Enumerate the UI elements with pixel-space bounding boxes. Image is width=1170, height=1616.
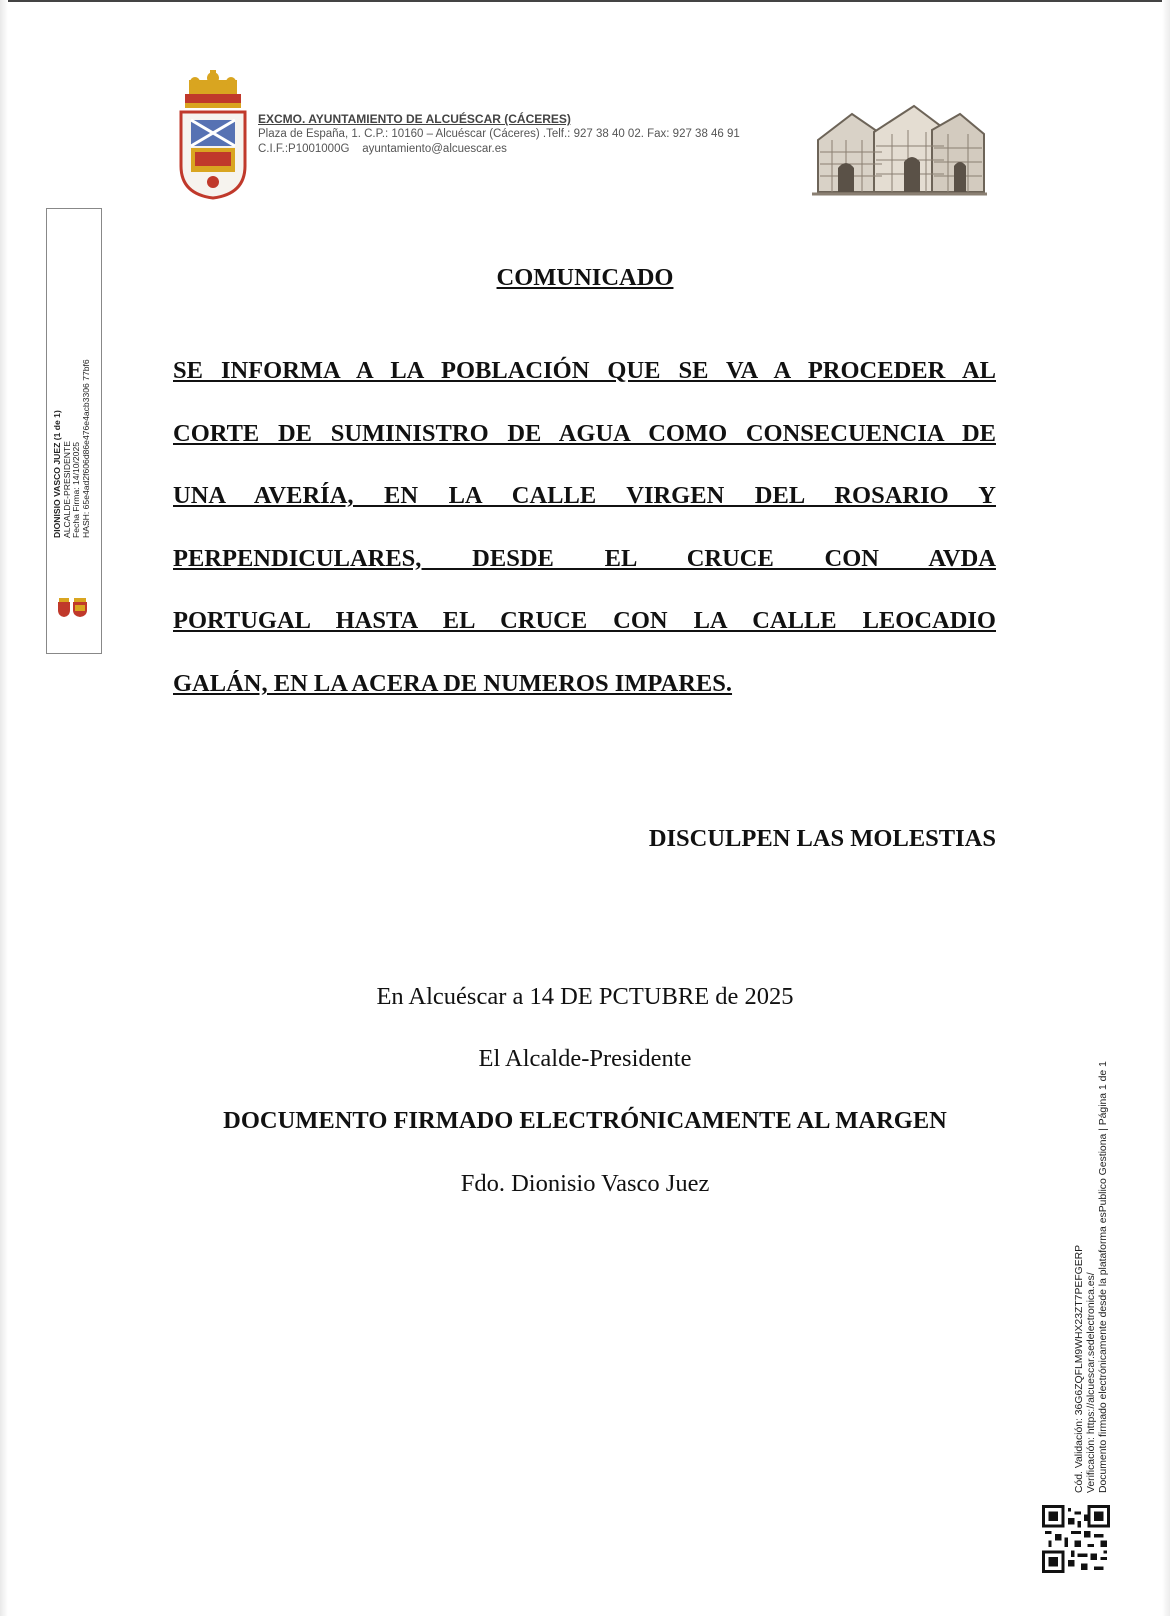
notice-paragraph	[173, 356, 996, 732]
notice-line: GALÁN, EN LA ACERA DE NUMEROS IMPARES.	[173, 669, 733, 697]
validation-text	[1074, 1061, 1110, 1493]
apology-text: DISCULPEN LAS MOLESTIAS	[648, 825, 996, 852]
signer-role: ALCALDE-PRESIDENTE	[61, 441, 72, 538]
page-top-edge	[0, 0, 1170, 2]
validation-url: Verificación: https://alcuescar.sedelectronica.es/	[1086, 1272, 1097, 1493]
validation-code: Cód. Validación: 36G6ZQFLM9WHX23ZT7PEFGERP	[1074, 1244, 1085, 1493]
letterhead	[258, 112, 740, 157]
notice-line: PERPENDICULARES, DESDE EL CRUCE CON AVDA	[173, 544, 996, 572]
validation-platform: Documento firmado electrónicamente desde la plataforma esPublico Gestiona | Página 1 de 1	[1098, 1061, 1109, 1493]
mini-crest-icon	[55, 596, 91, 618]
institution-name: EXCMO. AYUNTAMIENTO DE ALCUÉSCAR (CÁCERES)	[258, 112, 571, 126]
signature-hash: HASH: 65e4ad2f606d86e476e4acb3306 77bf6	[80, 359, 91, 538]
qr-code-icon	[1042, 1505, 1110, 1573]
church-illustration	[812, 100, 987, 198]
page-right-shadow	[1162, 0, 1170, 1616]
signer-name: DIONISIO VASCO JUEZ (1 de 1)	[52, 410, 62, 538]
signature-date: Fecha Firma: 14/10/2025	[71, 441, 81, 538]
place-date: En Alcuéscar a 14 DE PCTUBRE de 2025	[376, 983, 794, 1010]
notice-line: UNA AVERÍA, EN LA CALLE VIRGEN DEL ROSARIO Y	[173, 482, 996, 510]
signature-stamp-text	[53, 359, 91, 538]
signed-note: DOCUMENTO FIRMADO ELECTRÓNICAMENTE AL MARGEN	[223, 1107, 947, 1134]
page-left-shadow	[0, 0, 8, 1616]
notice-line: CORTE DE SUMINISTRO DE AGUA COMO CONSECUENCIA DE	[173, 419, 996, 447]
notice-line: PORTUGAL HASTA EL CRUCE CON LA CALLE LEOCADIO	[173, 607, 996, 635]
institution-cif: C.I.F.:P1001000G	[258, 143, 350, 155]
signer-title: El Alcalde-Presidente	[478, 1045, 692, 1072]
signer-full-name: Fdo. Dionisio Vasco Juez	[460, 1170, 710, 1197]
coat-of-arms-icon	[175, 70, 251, 200]
notice-line: SE INFORMA A LA POBLACIÓN QUE SE VA A PROCEDER AL	[173, 357, 996, 384]
document-title: COMUNICADO	[496, 264, 674, 291]
institution-ids	[258, 142, 740, 157]
institution-email: ayuntamiento@alcuescar.es	[362, 143, 507, 155]
institution-address: Plaza de España, 1. C.P.: 10160 – Alcuéscar (Cáceres) .Telf.: 927 38 40 02. Fax: 927 38 46 91	[258, 128, 740, 140]
